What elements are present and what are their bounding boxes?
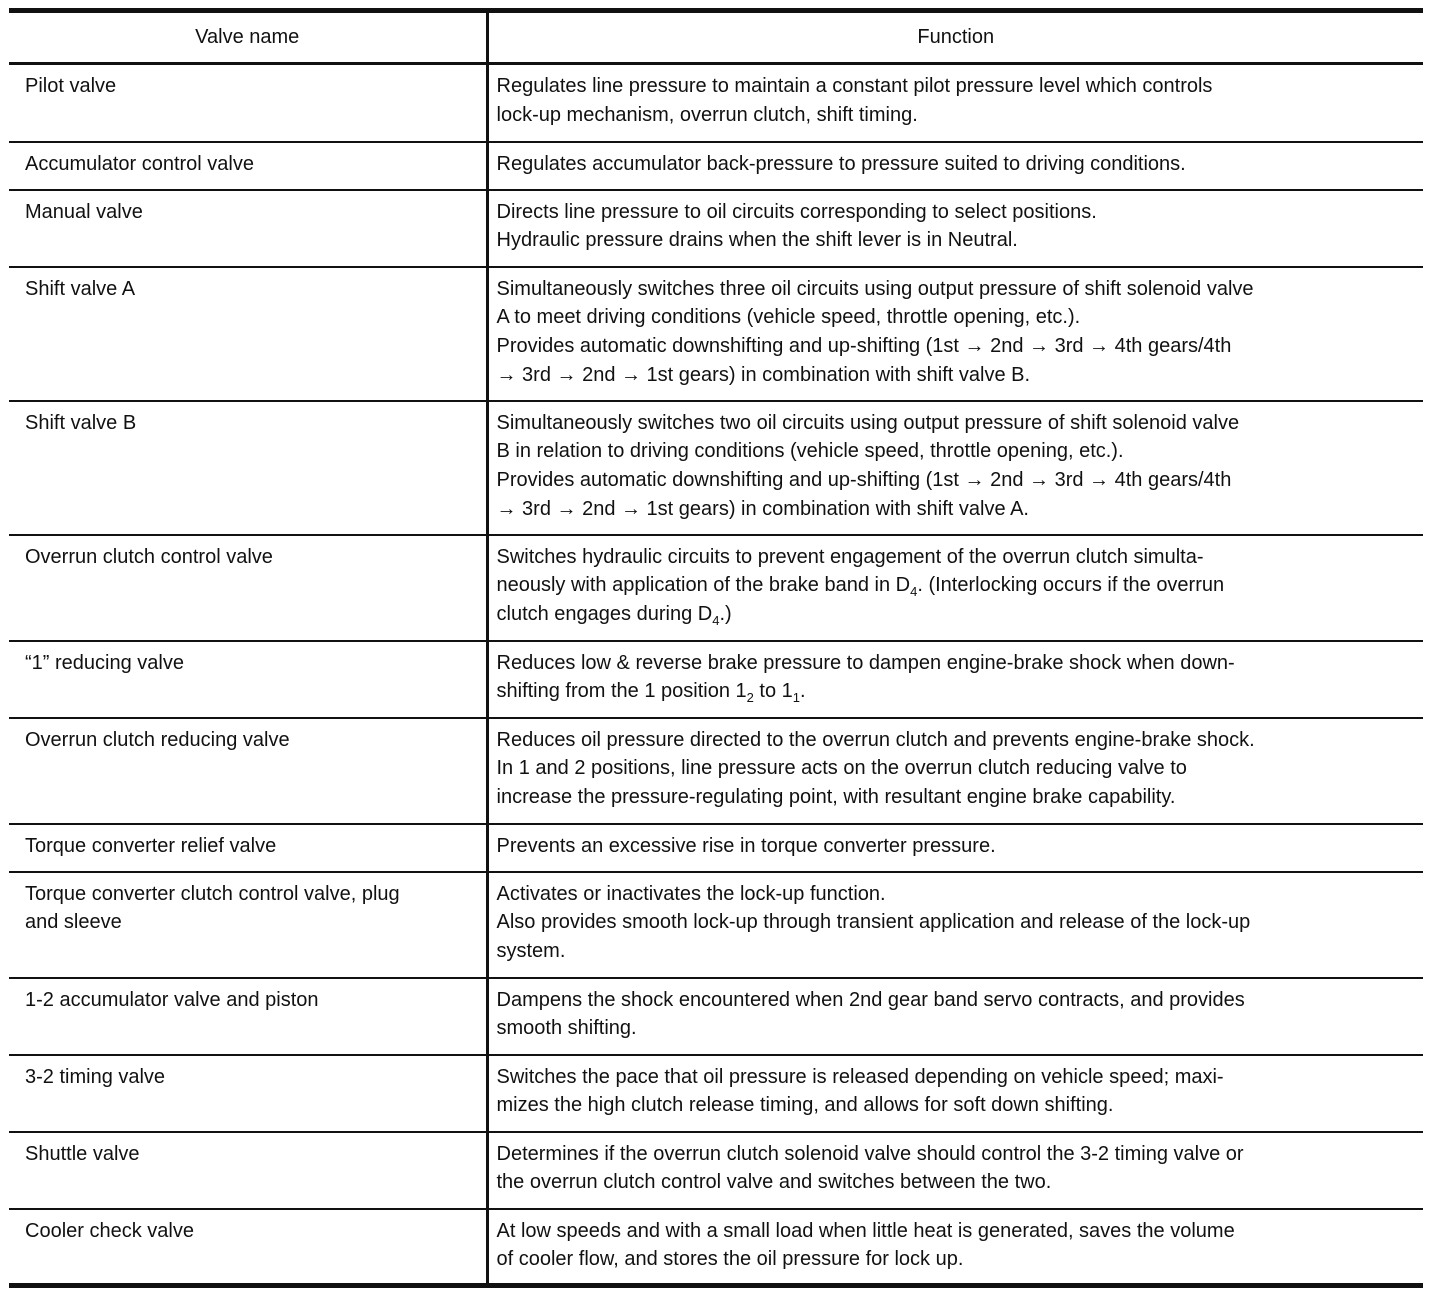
valve-name-cell [9, 535, 487, 641]
valve-name-line: Pilot valve [25, 75, 117, 97]
function-line: Switches the pace that oil pressure is released depending on vehicle speed; maxi- [496, 1065, 1224, 1088]
function-line: smooth shifting. [496, 1017, 637, 1040]
valve-name-line: Torque converter relief valve [25, 834, 277, 857]
valve-name-line: Cooler check valve [25, 1219, 194, 1242]
function-line: In 1 and 2 positions, line pressure acts on the overrun clutch reducing valve to [496, 757, 1187, 780]
table-row [9, 824, 1423, 872]
valve-name-line: 3-2 timing valve [25, 1065, 166, 1088]
function-line: Simultaneously switches two oil circuits using output pressure of shift solenoid valve [496, 411, 1240, 434]
valve-name-line: 1-2 accumulator valve and piston [25, 988, 319, 1011]
table-row [9, 142, 1423, 190]
valve-name-cell [9, 64, 487, 142]
valve-name-cell [9, 824, 487, 872]
function-line: Also provides smooth lock-up through transient application and release of the lock-up [496, 911, 1251, 934]
subscript: 1 [792, 690, 801, 706]
function-line: → 3rd → 2nd → 1st gears) in combination with shift valve B. [496, 363, 1031, 386]
valve-name-line: Manual valve [25, 200, 143, 223]
function-cell [487, 401, 1423, 535]
table-row [9, 872, 1423, 978]
function-cell [487, 64, 1423, 142]
function-cell [487, 718, 1423, 824]
table-row [9, 401, 1423, 535]
function-line: Regulates line pressure to maintain a constant pilot pressure level which controls [496, 75, 1213, 97]
valve-name-line: “1” reducing valve [25, 651, 184, 674]
valve-name-cell [9, 267, 487, 401]
valve-name-line: Shuttle valve [25, 1142, 140, 1165]
valve-function-table [9, 8, 1423, 1288]
function-cell [487, 142, 1423, 190]
function-line: A to meet driving conditions (vehicle speed, throttle opening, etc.). [496, 306, 1081, 329]
table-row [9, 190, 1423, 267]
function-cell [487, 1132, 1423, 1209]
valve-name-line: Overrun clutch reducing valve [25, 728, 290, 751]
function-line: Simultaneously switches three oil circuits using output pressure of shift solenoid valve [496, 277, 1254, 300]
valve-name-cell [9, 718, 487, 824]
valve-name-cell [9, 1132, 487, 1209]
function-cell [487, 267, 1423, 401]
function-line: Dampens the shock encountered when 2nd gear band servo contracts, and provides [496, 988, 1245, 1011]
subscript: 4 [712, 612, 720, 628]
function-line: of cooler flow, and stores the oil pressure for lock up. [496, 1248, 964, 1271]
table-row [9, 535, 1423, 641]
valve-name-cell [9, 978, 487, 1055]
function-line: system. [496, 939, 566, 962]
valve-name-header: Valve name [9, 11, 487, 64]
function-cell [487, 1209, 1423, 1286]
function-line: neously with application of the brake band in $D_4$. (Interlocking occurs if the overrun [496, 574, 1225, 600]
function-cell [487, 641, 1423, 718]
header-row [9, 11, 1423, 64]
function-line: increase the pressure-regulating point, with resultant engine brake capability. [496, 785, 1176, 808]
function-line: the overrun clutch control valve and switches between the two. [496, 1171, 1052, 1194]
function-line: At low speeds and with a small load when little heat is generated, saves the volume [496, 1219, 1235, 1242]
function-line: Prevents an excessive rise in torque converter pressure. [496, 834, 996, 857]
function-line: B in relation to driving conditions (vehicle speed, throttle opening, etc.). [496, 440, 1124, 463]
valve-name-cell [9, 401, 487, 535]
table-row [9, 641, 1423, 718]
valve-name-line: and sleeve [25, 911, 122, 934]
function-cell [487, 978, 1423, 1055]
function-line: Activates or inactivates the lock-up function. [496, 882, 886, 905]
function-line: shifting from the 1 position $1_2$ to $1_1$. [496, 680, 806, 706]
table-row [9, 64, 1423, 142]
function-line: Hydraulic pressure drains when the shift lever is in Neutral. [496, 229, 1018, 252]
valve-name-line: Torque converter clutch control valve, plug [25, 882, 400, 905]
function-line: Provides automatic downshifting and up-shifting (1st → 2nd → 3rd → 4th gears/4th [496, 468, 1232, 491]
valve-name-cell [9, 1055, 487, 1132]
valve-name-cell [9, 142, 487, 190]
function-cell [487, 872, 1423, 978]
table-row [9, 1055, 1423, 1132]
table-body [9, 64, 1423, 1286]
subscript: 2 [746, 690, 754, 706]
function-line: Directs line pressure to oil circuits corresponding to select positions. [496, 200, 1097, 223]
function-line: Reduces low & reverse brake pressure to dampen engine-brake shock when down- [496, 651, 1235, 674]
subscript: 4 [910, 584, 918, 600]
function-line: Reduces oil pressure directed to the overrun clutch and prevents engine-brake shock. [496, 728, 1255, 751]
table-row [9, 1132, 1423, 1209]
function-line: mizes the high clutch release timing, and allows for soft down shifting. [496, 1094, 1114, 1117]
valve-name-cell [9, 872, 487, 978]
valve-name-cell [9, 190, 487, 267]
function-line: clutch engages during $D_4$.) [496, 602, 732, 628]
function-cell [487, 824, 1423, 872]
function-line: → 3rd → 2nd → 1st gears) in combination with shift valve A. [496, 497, 1029, 520]
valve-name-cell [9, 1209, 487, 1286]
table-row [9, 267, 1423, 401]
function-cell [487, 190, 1423, 267]
function-cell [487, 535, 1423, 641]
valve-name-cell [9, 641, 487, 718]
table-row [9, 978, 1423, 1055]
function-line: Provides automatic downshifting and up-shifting (1st → 2nd → 3rd → 4th gears/4th [496, 334, 1232, 357]
valve-name-line: Shift valve A [25, 277, 136, 300]
valve-name-line: Overrun clutch control valve [25, 545, 273, 568]
function-line: Regulates accumulator back-pressure to pressure suited to driving conditions. [496, 152, 1186, 175]
function-cell [487, 1055, 1423, 1132]
function-header: Function [487, 11, 1423, 64]
function-line: lock-up mechanism, overrun clutch, shift timing. [496, 103, 918, 126]
table-row [9, 1209, 1423, 1286]
valve-name-line: Accumulator control valve [25, 152, 254, 175]
valve-name-line: Shift valve B [25, 411, 137, 434]
function-line: Determines if the overrun clutch solenoid valve should control the 3-2 timing valve or [496, 1142, 1244, 1165]
function-line: Switches hydraulic circuits to prevent engagement of the overrun clutch simulta- [496, 545, 1204, 568]
table-row [9, 718, 1423, 824]
